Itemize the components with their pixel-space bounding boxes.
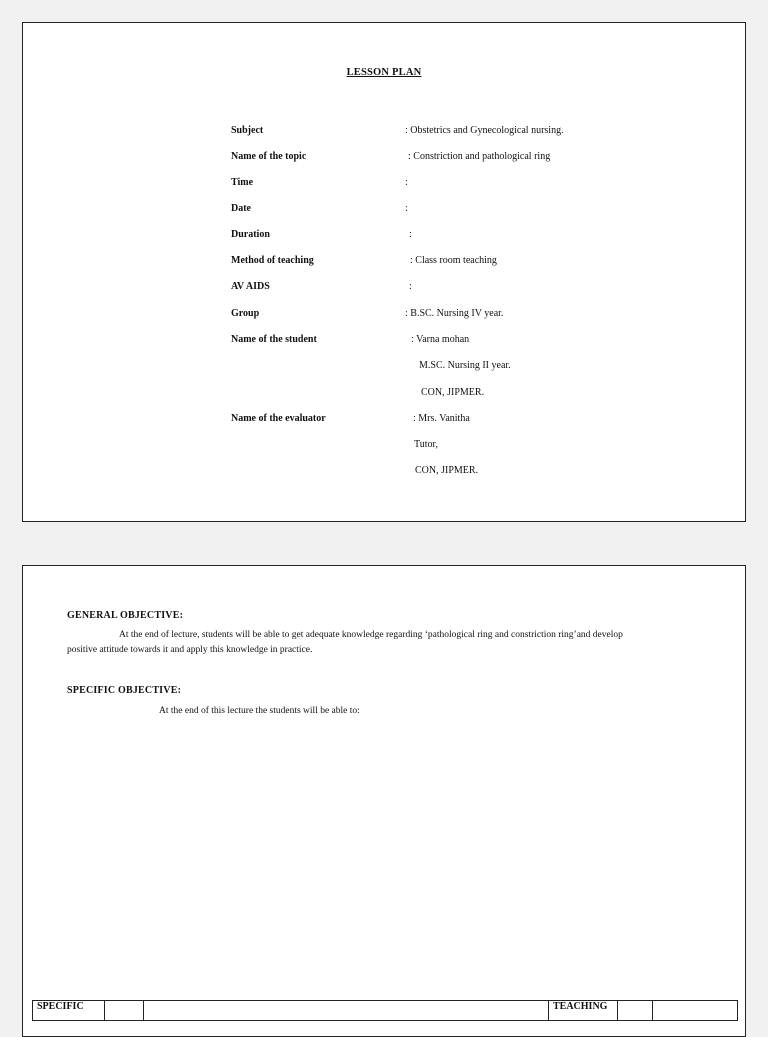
- table-header-cell: [144, 1001, 549, 1021]
- info-value: :: [405, 203, 408, 214]
- info-row-topic: [23, 151, 745, 167]
- info-value: : Varna mohan: [411, 334, 470, 345]
- info-value: Tutor,: [414, 439, 438, 450]
- table-header-cell: TEACHING: [549, 1001, 618, 1021]
- info-row-evaluator: [23, 413, 745, 429]
- info-row-evaluator-title: [23, 439, 745, 455]
- info-value: : B.SC. Nursing IV year.: [405, 308, 504, 319]
- info-label: Name of the student: [231, 334, 317, 345]
- info-value: :: [409, 229, 412, 240]
- info-label: Method of teaching: [231, 255, 314, 266]
- info-label: Group: [231, 308, 260, 319]
- objectives-page: [22, 565, 746, 1037]
- specific-objective-text: At the end of this lecture the students will be able to:: [159, 706, 360, 716]
- info-value: : Class room teaching: [410, 255, 497, 266]
- table-row: [33, 1001, 738, 1021]
- info-row-student: [23, 334, 745, 350]
- info-label: Subject: [231, 125, 264, 136]
- lesson-plan-page: [22, 22, 746, 522]
- info-value: :: [409, 281, 412, 292]
- info-row-student-college: [23, 387, 745, 403]
- info-row-group: [23, 308, 745, 324]
- info-row-subject: [23, 125, 745, 141]
- info-value: CON, JIPMER.: [421, 387, 485, 398]
- table-header-cell: [105, 1001, 144, 1021]
- info-value: CON, JIPMER.: [415, 465, 479, 476]
- info-row-method: [23, 255, 745, 271]
- info-value: : Obstetrics and Gynecological nursing.: [405, 125, 564, 136]
- general-objective-text-line1: At the end of lecture, students will be able to get adequate knowledge regarding ‘pathological ring and constriction ring’and develop: [119, 630, 623, 640]
- info-value: M.SC. Nursing II year.: [419, 360, 511, 371]
- info-value: : Mrs. Vanitha: [413, 413, 470, 424]
- info-label: Date: [231, 203, 251, 214]
- info-label: Name of the evaluator: [231, 413, 326, 424]
- info-row-duration: [23, 229, 745, 245]
- info-label: Duration: [231, 229, 270, 240]
- info-label: Name of the topic: [231, 151, 307, 162]
- info-label: AV AIDS: [231, 281, 270, 292]
- info-row-time: [23, 177, 745, 193]
- lesson-plan-title: LESSON PLAN: [346, 67, 422, 78]
- info-label: Time: [231, 177, 254, 188]
- table-header-cell: SPECIFIC: [33, 1001, 105, 1021]
- info-value: :: [405, 177, 408, 188]
- general-objective-text-line2: positive attitude towards it and apply this knowledge in practice.: [67, 645, 313, 655]
- info-row-evaluator-college: [23, 465, 745, 481]
- info-row-date: [23, 203, 745, 219]
- info-row-student-course: [23, 360, 745, 376]
- table-header-cell: [653, 1001, 738, 1021]
- specific-objective-heading: SPECIFIC OBJECTIVE:: [67, 685, 182, 696]
- lesson-table-header: [32, 1000, 738, 1021]
- table-header-cell: [618, 1001, 653, 1021]
- general-objective-heading: GENERAL OBJECTIVE:: [67, 610, 184, 621]
- info-value: : Constriction and pathological ring: [408, 151, 551, 162]
- info-row-av-aids: [23, 281, 745, 297]
